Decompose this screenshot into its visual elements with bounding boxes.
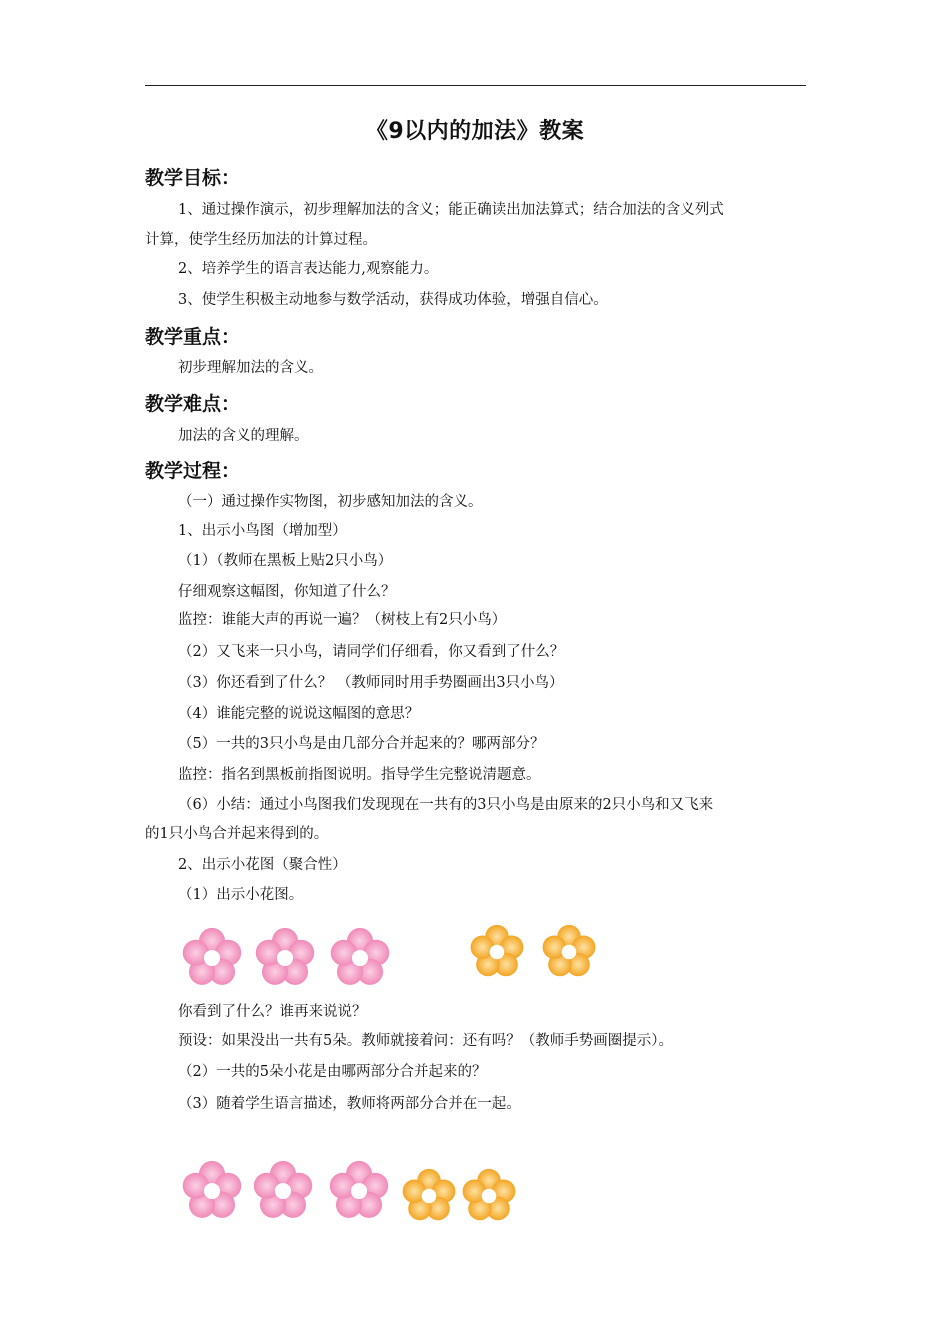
process-line: （2）一共的5朵小花是由哪两部分合并起来的？ — [178, 1064, 487, 1080]
process-line: 1、出示小鸟图（增加型） — [178, 523, 347, 539]
process-line: （3）随着学生语言描述，教师将两部分合并在一起。 — [178, 1096, 521, 1112]
header-rule — [145, 85, 806, 86]
orange-flower-icon — [467, 922, 527, 982]
process-line: 你看到了什么？谁再来说说？ — [178, 1004, 367, 1020]
process-line: 2、出示小花图（聚合性） — [178, 857, 347, 873]
orange-flower-icon — [539, 922, 599, 982]
objective-2: 2、培养学生的语言表达能力,观察能力。 — [178, 261, 439, 277]
objectives-heading: 教学目标： — [145, 167, 241, 189]
process-line: 的1只小鸟合并起来得到的。 — [145, 826, 329, 842]
pink-flower-icon — [252, 925, 318, 991]
process-line: 监控：谁能大声的再说一遍？（树枝上有2只小鸟） — [178, 612, 507, 628]
orange-flower-icon — [459, 1166, 519, 1226]
difficulty-heading: 教学难点： — [145, 393, 241, 415]
process-line: 监控：指名到黑板前指图说明。指导学生完整说清题意。 — [178, 767, 541, 783]
pink-flower-icon — [327, 925, 393, 991]
process-line: （6）小结：通过小鸟图我们发现现在一共有的3只小鸟是由原来的2只小鸟和又飞来 — [178, 797, 714, 813]
process-line: （一）通过操作实物图，初步感知加法的含义。 — [178, 494, 483, 510]
process-line: 仔细观察这幅图，你知道了什么？ — [178, 584, 396, 600]
difficulty-text: 加法的含义的理解。 — [178, 428, 309, 444]
process-line: （5）一共的3只小鸟是由几部分合并起来的？哪两部分？ — [178, 736, 545, 752]
orange-flower-icon — [399, 1166, 459, 1226]
page-title: 《9以内的加法》教案 — [365, 119, 585, 144]
objective-1: 1、通过操作演示，初步理解加法的含义；能正确读出加法算式；结合加法的含义列式 — [178, 202, 724, 218]
process-line: （2）又飞来一只小鸟，请同学们仔细看，你又看到了什么？ — [178, 644, 565, 660]
process-line: （4）谁能完整的说说这幅图的意思？ — [178, 706, 420, 722]
process-line: （1）出示小花图。 — [178, 887, 304, 903]
pink-flower-icon — [250, 1158, 316, 1224]
pink-flower-icon — [326, 1158, 392, 1224]
process-line: （1）（教师在黑板上贴2只小鸟） — [178, 553, 393, 569]
objective-3: 3、使学生积极主动地参与数学活动，获得成功体验，增强自信心。 — [178, 292, 608, 308]
keypoint-text: 初步理解加法的含义。 — [178, 360, 323, 376]
process-line: （3）你还看到了什么？ （教师同时用手势圈画出3只小鸟） — [178, 675, 564, 691]
process-line: 预设：如果没出一共有5朵。教师就接着问：还有吗？（教师手势画圈提示）。 — [178, 1033, 673, 1049]
keypoint-heading: 教学重点： — [145, 326, 241, 348]
process-heading: 教学过程： — [145, 460, 241, 482]
pink-flower-icon — [179, 1158, 245, 1224]
pink-flower-icon — [179, 925, 245, 991]
objective-1-cont: 计算，使学生经历加法的计算过程。 — [145, 232, 377, 248]
